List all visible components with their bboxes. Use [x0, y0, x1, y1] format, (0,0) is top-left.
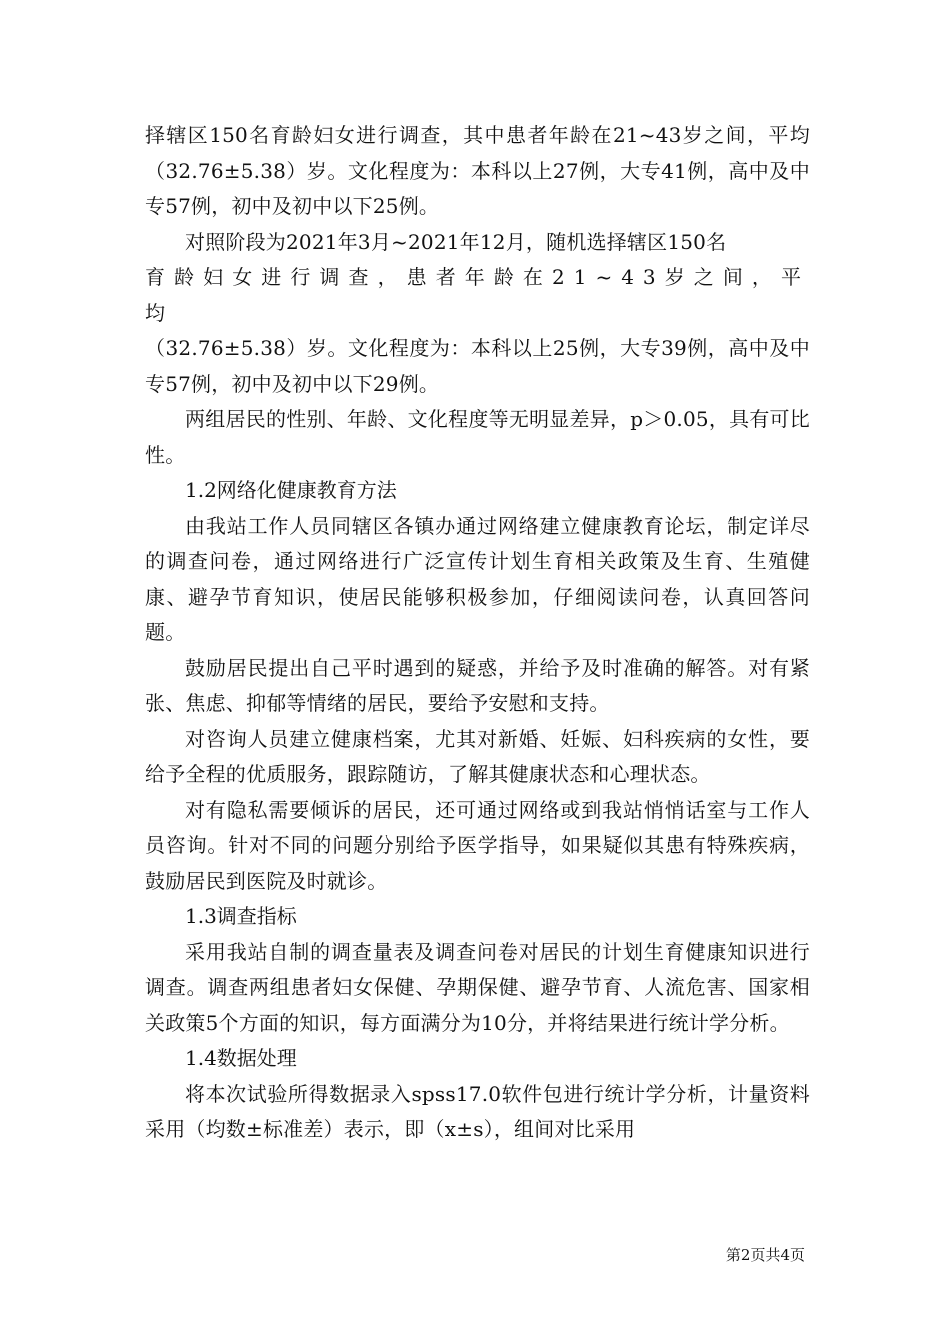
- section-heading-1-4: 1.4数据处理: [185, 1046, 297, 1070]
- page-number-footer: 第2页共4页: [725, 1246, 805, 1264]
- paragraph-2: 对照阶段为2021年3月~2021年12月，随机选择辖区150名: [185, 229, 727, 254]
- paragraph-2-line-2: 育龄妇女进行调查，患者年龄在21~43岁之间，平均: [145, 265, 810, 325]
- paragraph-5: 鼓励居民提出自己平时遇到的疑惑，并给予及时准确的解答。对有紧张、焦虑、抑郁等情绪的居民，要给予安慰和支持。: [145, 655, 810, 715]
- paragraph-4: 由我站工作人员同辖区各镇办通过网络建立健康教育论坛，制定详尽的调查问卷，通过网络进行广泛宣传计划生育相关政策及生育、生殖健康、避孕节育知识，使居民能够积极参加，仔细阅读问卷，认真回答问题。: [145, 513, 810, 644]
- paragraph-7: 对有隐私需要倾诉的居民，还可通过网络或到我站悄悄话室与工作人员咨询。针对不同的问题分别给予医学指导，如果疑似其患有特殊疾病，鼓励居民到医院及时就诊。: [145, 797, 810, 893]
- document-body: [145, 118, 810, 1148]
- paragraph-3: 两组居民的性别、年龄、文化程度等无明显差异，p＞0.05，具有可比性。: [145, 407, 810, 467]
- paragraph-6: 对咨询人员建立健康档案，尤其对新婚、妊娠、妇科疾病的女性，要给予全程的优质服务，跟踪随访，了解其健康状态和心理状态。: [145, 726, 810, 786]
- paragraph-9: 将本次试验所得数据录入spss17.0软件包进行统计学分析，计量资料采用（均数±标准差）表示，即（x±s），组间对比采用: [145, 1081, 810, 1141]
- paragraph-1: 择辖区150名育龄妇女进行调查，其中患者年龄在21~43岁之间，平均（32.76±5.38）岁。文化程度为：本科以上27例，大专41例，高中及中专57例，初中及初中以下25例。: [145, 123, 810, 218]
- section-heading-1-2: 1.2网络化健康教育方法: [185, 478, 397, 502]
- section-heading-1-3: 1.3调查指标: [185, 904, 297, 928]
- paragraph-8: 采用我站自制的调查量表及调查问卷对居民的计划生育健康知识进行调查。调查两组患者妇女保健、孕期保健、避孕节育、人流危害、国家相关政策5个方面的知识，每方面满分为10分，并将结果进行统计学分析。: [145, 939, 810, 1035]
- paragraph-2-line-3: （32.76±5.38）岁。文化程度为：本科以上25例，大专39例，高中及中专57例，初中及初中以下29例。: [145, 336, 810, 396]
